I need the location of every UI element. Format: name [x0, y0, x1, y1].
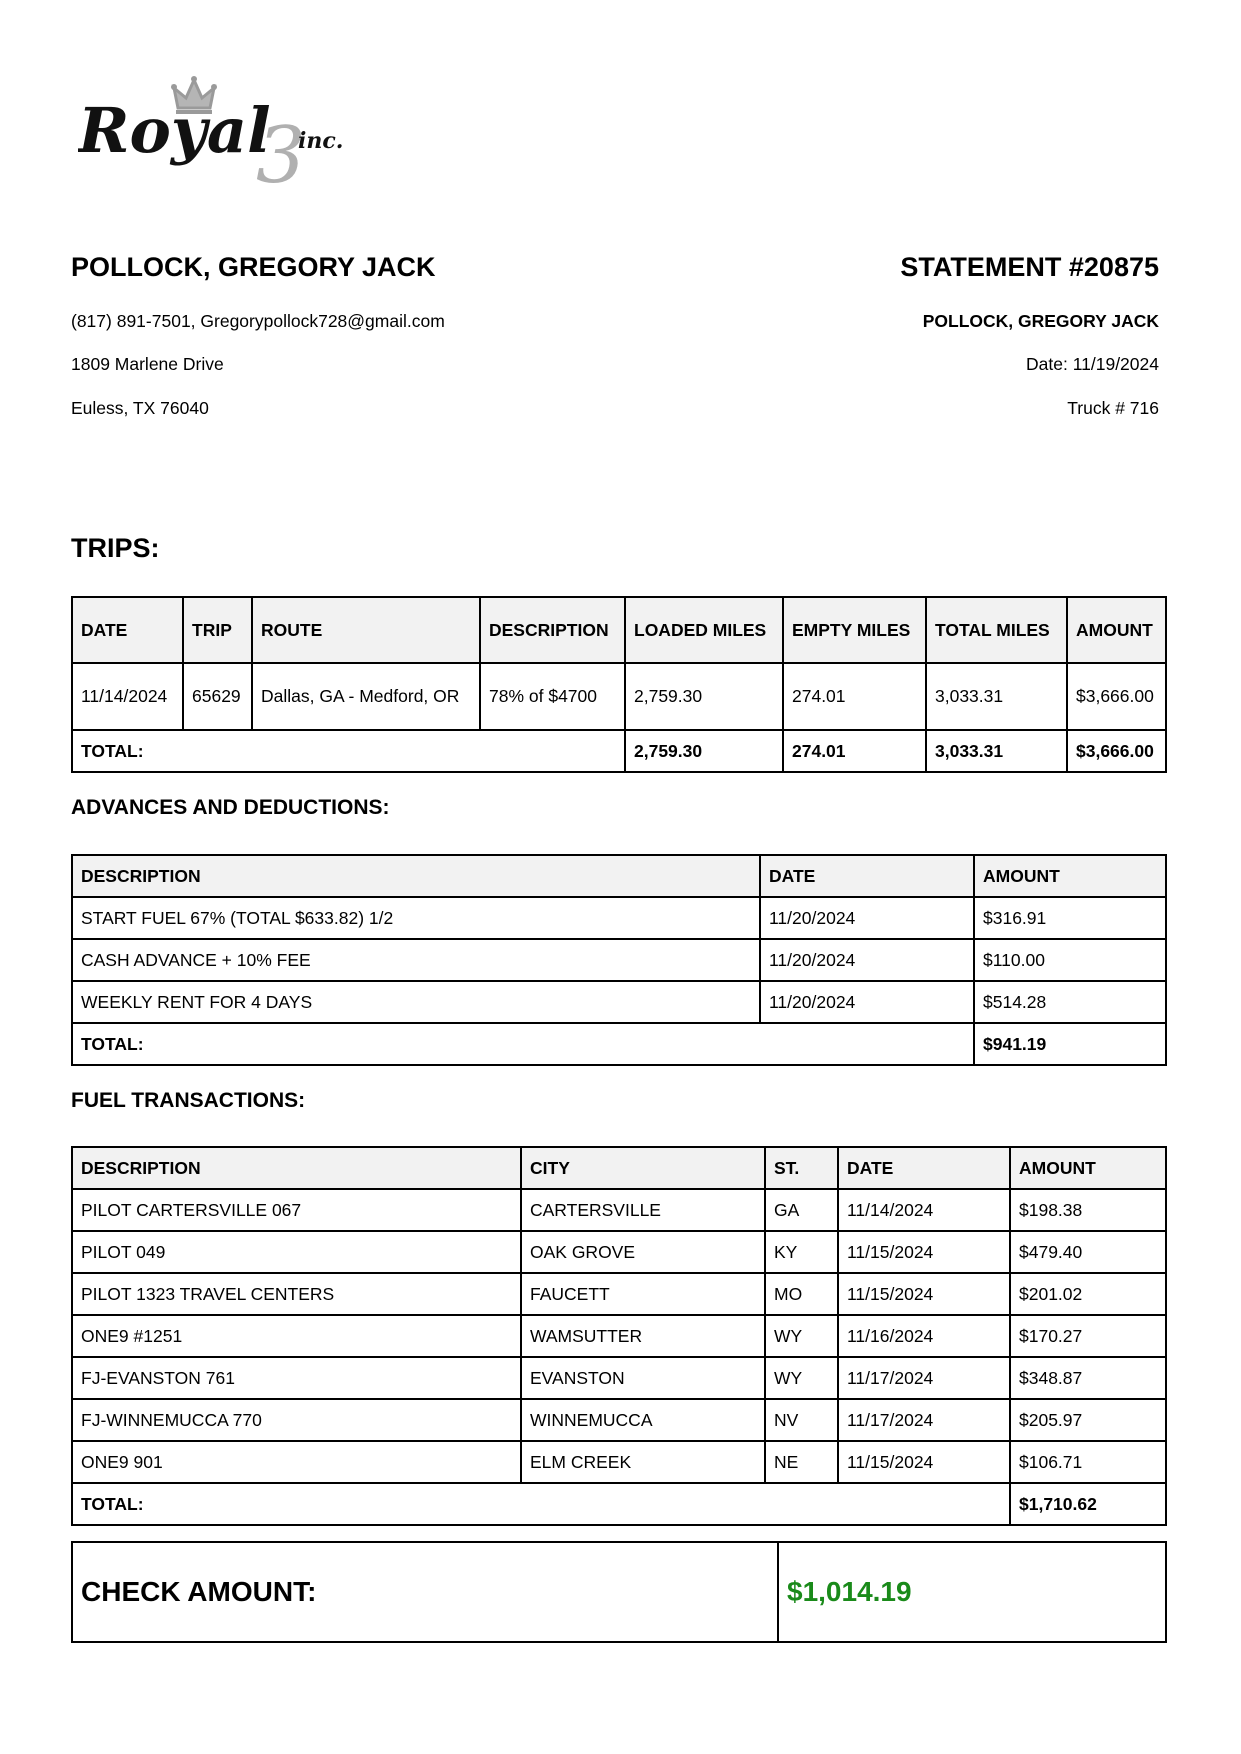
fuel-city: CARTERSVILLE	[521, 1189, 765, 1231]
company-logo	[78, 74, 388, 194]
fuel-state: NV	[765, 1399, 838, 1441]
trips-header-cell: DATE	[72, 597, 183, 663]
statement-payee: POLLOCK, GREGORY JACK	[922, 311, 1159, 331]
table-row	[72, 939, 1166, 981]
deductions-header-cell: AMOUNT	[974, 855, 1166, 897]
fuel-date: 11/15/2024	[838, 1231, 1010, 1273]
fuel-date: 11/17/2024	[838, 1357, 1010, 1399]
trips-total-row	[72, 730, 1166, 772]
table-row	[72, 981, 1166, 1023]
fuel-amount: $479.40	[1010, 1231, 1166, 1273]
fuel-total-label: TOTAL:	[72, 1483, 1010, 1525]
fuel-state: MO	[765, 1273, 838, 1315]
fuel-amount: $201.02	[1010, 1273, 1166, 1315]
fuel-description: FJ-WINNEMUCCA 770	[72, 1399, 521, 1441]
logo-script: Royal	[78, 94, 271, 167]
fuel-city: FAUCETT	[521, 1273, 765, 1315]
deduction-date: 11/20/2024	[760, 981, 974, 1023]
fuel-city: ELM CREEK	[521, 1441, 765, 1483]
table-row	[72, 1189, 1166, 1231]
fuel-total-amount: $1,710.62	[1010, 1483, 1166, 1525]
deduction-description: START FUEL 67% (TOTAL $633.82) 1/2	[72, 897, 760, 939]
fuel-total-row	[72, 1483, 1166, 1525]
fuel-date: 11/16/2024	[838, 1315, 1010, 1357]
table-row	[72, 1441, 1166, 1483]
table-row	[72, 897, 1166, 939]
fuel-date: 11/14/2024	[838, 1189, 1010, 1231]
deductions-total-amount: $941.19	[974, 1023, 1166, 1065]
fuel-amount: $106.71	[1010, 1441, 1166, 1483]
driver-address-line1: 1809 Marlene Drive	[71, 354, 224, 374]
logo-numeral: 3	[256, 111, 306, 194]
table-row	[72, 1231, 1166, 1273]
trips-title: TRIPS:	[71, 533, 160, 563]
trips-header-row	[72, 597, 1166, 663]
fuel-date: 11/15/2024	[838, 1441, 1010, 1483]
statement-title: STATEMENT #20875	[900, 252, 1159, 282]
fuel-state: KY	[765, 1231, 838, 1273]
fuel-city: EVANSTON	[521, 1357, 765, 1399]
trips-total-empty: 274.01	[783, 730, 926, 772]
trips-table	[71, 596, 1167, 773]
trips-header-cell: AMOUNT	[1067, 597, 1166, 663]
trip-amount: $3,666.00	[1067, 663, 1166, 730]
fuel-table	[71, 1146, 1167, 1526]
fuel-state: GA	[765, 1189, 838, 1231]
deduction-description: WEEKLY RENT FOR 4 DAYS	[72, 981, 760, 1023]
deduction-amount: $514.28	[974, 981, 1166, 1023]
fuel-date: 11/17/2024	[838, 1399, 1010, 1441]
driver-info	[71, 250, 631, 418]
fuel-amount: $348.87	[1010, 1357, 1166, 1399]
trips-total-amount: $3,666.00	[1067, 730, 1166, 772]
deductions-table	[71, 854, 1167, 1066]
trips-total-label: TOTAL:	[72, 730, 625, 772]
fuel-description: PILOT 049	[72, 1231, 521, 1273]
deductions-header-cell: DATE	[760, 855, 974, 897]
trip-number: 65629	[183, 663, 252, 730]
table-row	[72, 663, 1166, 730]
fuel-header-cell: DATE	[838, 1147, 1010, 1189]
deductions-header-row	[72, 855, 1166, 897]
trip-total-miles: 3,033.31	[926, 663, 1067, 730]
fuel-description: ONE9 #1251	[72, 1315, 521, 1357]
fuel-date: 11/15/2024	[838, 1273, 1010, 1315]
driver-contact: (817) 891-7501, Gregorypollock728@gmail.com	[71, 311, 445, 331]
table-row	[72, 1273, 1166, 1315]
fuel-city: WINNEMUCCA	[521, 1399, 765, 1441]
fuel-header-row	[72, 1147, 1166, 1189]
trips-header-cell: ROUTE	[252, 597, 480, 663]
driver-address-line2: Euless, TX 76040	[71, 398, 209, 418]
fuel-amount: $198.38	[1010, 1189, 1166, 1231]
table-row	[72, 1315, 1166, 1357]
trips-header-cell: TOTAL MILES	[926, 597, 1067, 663]
deduction-amount: $316.91	[974, 897, 1166, 939]
fuel-city: OAK GROVE	[521, 1231, 765, 1273]
deduction-date: 11/20/2024	[760, 897, 974, 939]
table-row	[72, 1357, 1166, 1399]
statement-info	[639, 250, 1159, 418]
trips-header-cell: DESCRIPTION	[480, 597, 625, 663]
royal-3-logo-graphic	[78, 74, 388, 194]
deduction-date: 11/20/2024	[760, 939, 974, 981]
fuel-header-cell: CITY	[521, 1147, 765, 1189]
fuel-header-cell: ST.	[765, 1147, 838, 1189]
logo-suffix: inc.	[298, 128, 344, 154]
fuel-description: PILOT CARTERSVILLE 067	[72, 1189, 521, 1231]
check-amount-value: $1,014.19	[778, 1542, 1166, 1642]
fuel-description: ONE9 901	[72, 1441, 521, 1483]
fuel-description: PILOT 1323 TRAVEL CENTERS	[72, 1273, 521, 1315]
fuel-state: WY	[765, 1315, 838, 1357]
trip-empty-miles: 274.01	[783, 663, 926, 730]
fuel-header-cell: DESCRIPTION	[72, 1147, 521, 1189]
trip-date: 11/14/2024	[72, 663, 183, 730]
table-row	[72, 1399, 1166, 1441]
deduction-amount: $110.00	[974, 939, 1166, 981]
fuel-amount: $170.27	[1010, 1315, 1166, 1357]
trip-description: 78% of $4700	[480, 663, 625, 730]
trips-header-cell: EMPTY MILES	[783, 597, 926, 663]
deductions-total-row	[72, 1023, 1166, 1065]
fuel-description: FJ-EVANSTON 761	[72, 1357, 521, 1399]
fuel-city: WAMSUTTER	[521, 1315, 765, 1357]
deductions-header-cell: DESCRIPTION	[72, 855, 760, 897]
fuel-title: FUEL TRANSACTIONS:	[71, 1089, 306, 1112]
check-amount-label: CHECK AMOUNT:	[72, 1542, 778, 1642]
deductions-title: ADVANCES AND DEDUCTIONS:	[71, 796, 390, 819]
trip-route: Dallas, GA - Medford, OR	[252, 663, 480, 730]
trips-header-cell: TRIP	[183, 597, 252, 663]
deduction-description: CASH ADVANCE + 10% FEE	[72, 939, 760, 981]
check-amount-box	[71, 1541, 1167, 1643]
trips-total-miles: 3,033.31	[926, 730, 1067, 772]
trip-loaded-miles: 2,759.30	[625, 663, 783, 730]
trips-header-cell: LOADED MILES	[625, 597, 783, 663]
fuel-state: NE	[765, 1441, 838, 1483]
statement-truck: Truck # 716	[1067, 398, 1159, 418]
driver-name: POLLOCK, GREGORY JACK	[71, 252, 436, 282]
fuel-header-cell: AMOUNT	[1010, 1147, 1166, 1189]
fuel-amount: $205.97	[1010, 1399, 1166, 1441]
deductions-total-label: TOTAL:	[72, 1023, 974, 1065]
statement-date: Date: 11/19/2024	[1026, 354, 1159, 374]
trips-total-loaded: 2,759.30	[625, 730, 783, 772]
fuel-state: WY	[765, 1357, 838, 1399]
